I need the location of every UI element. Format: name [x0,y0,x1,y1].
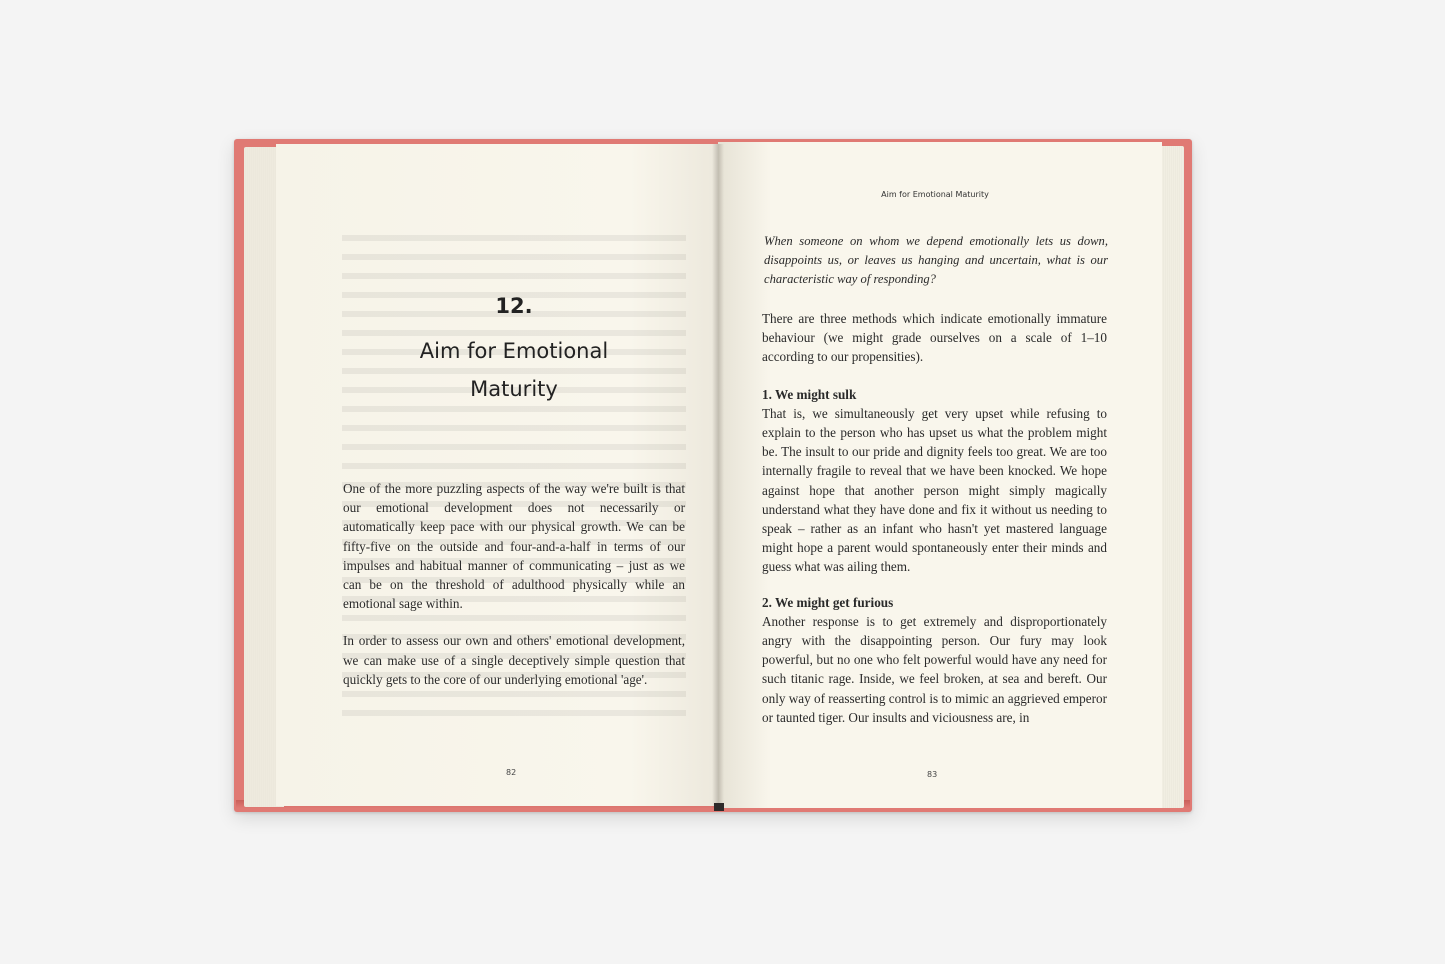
spine-bottom [714,803,724,811]
page-number-right: 83 [927,770,938,779]
section-heading: 1. We might sulk [762,386,857,402]
intro-paragraph: There are three methods which indicate emotionally immature behaviour (we might grade ourselves on a scale of 1–10 according to our propensities). [762,311,1107,365]
section-heading: 2. We might get furious [762,594,894,610]
intro-question: When someone on whom we depend emotionally lets us down, disappoints us, or leaves us hanging and uncertain, what is our characteristic way of responding? [764,234,1108,286]
paragraph: In order to assess our own and others' emotional development, we can make use of a single deceptively simple question that quickly gets to the core of our underlying emotional 'age'. [343,633,685,687]
right-page-body [762,309,1107,743]
paragraph: One of the more puzzling aspects of the way we're built is that our emotional development does not necessarily or automatically keep pace with our physical growth. We can be fifty-five on the outside and four-and-a-half in terms of our impulses and habitual manner of communicating – just as we can be on the threshold of adulthood physically while an emotional sage within. [343,481,685,612]
left-page-body [343,479,685,707]
running-head: Aim for Emotional Maturity [881,190,989,199]
page-number-left: 82 [506,768,517,777]
book-gutter [712,144,724,808]
chapter-title: Aim for Emotional Maturity [419,339,609,401]
chapter-number: 12. [495,294,533,318]
section-text: That is, we simultaneously get very upset while refusing to explain to the person who has upset us what the problem might be. The insult to our pride and dignity feels too great. We are too internally fragile to reveal that we have been knocked. We hope against hope that another person might simply magically understand what they have done and fix it without us needing to speak – rather as an infant who hasn't yet mastered language might hope a parent would spontaneously enter their minds and guess what was ailing them. [762,405,1107,575]
section-text: Another response is to get extremely and disproportionately angry with the disappointing person. Our fury may look powerful, but no one who felt powerful would have any need for such titanic rage. Inside, we feel broken, at sea and bereft. Our only way of reasserting control is to mimic an aggrieved emperor or taunted tiger. Our insults and viciousness are, in [762,613,1107,725]
